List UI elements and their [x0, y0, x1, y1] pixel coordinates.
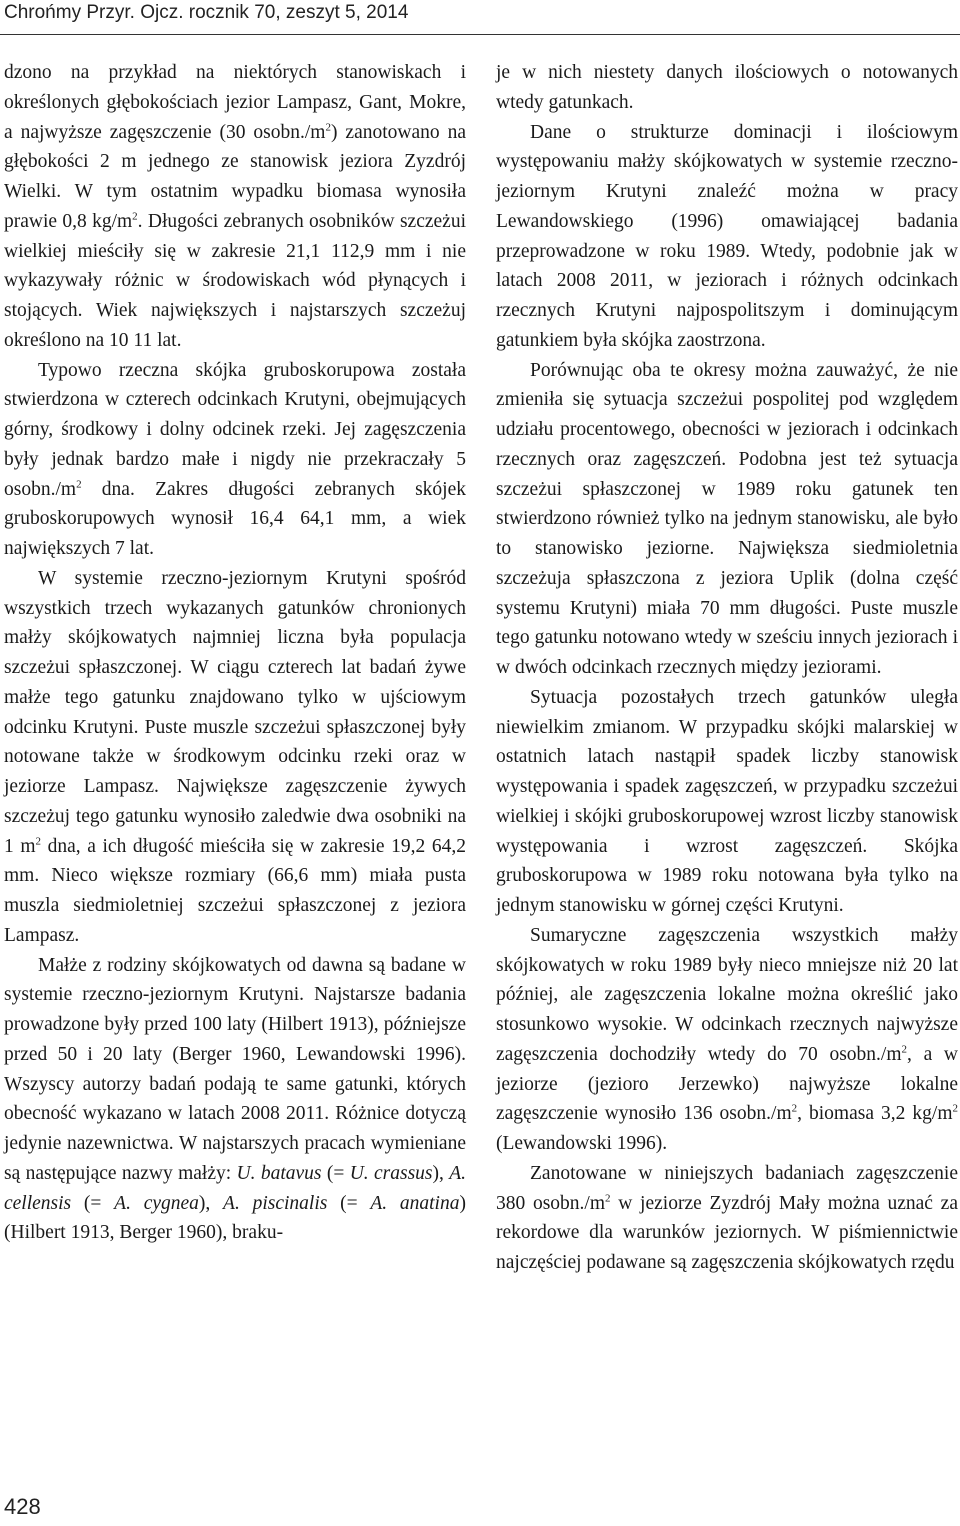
paragraph: Sytuacja pozostałych trzech gatunków uległa niewielkim zmianom. W przypadku skójki malarskiej w ostatnich latach nastąpił spadek liczby stanowisk występowania i spadek zagęszczeń, w przypadku szczeżui wielkiej i skójki gruboskorupowej wzrost liczby stanowisk występowania i wzrost zagęszczeń. Skójka gruboskorupowa w 1989 roku notowana była tylko na jednym stanowisku w górnej części Krutyni. [496, 686, 958, 916]
paragraph: je w nich niestety danych ilościowych o notowanych wtedy gatunkach. [496, 62, 958, 113]
running-header: Chrońmy Przyr. Ojcz. rocznik 70, zeszyt 5, 2014 [4, 2, 409, 23]
paragraph: Sumaryczne zagęszczenia wszystkich małży skójkowatych w roku 1989 były nieco mniejsze niż 20 lat później, ale zagęszczenia lokalne można określić jako stosunkowo wysokie. W odcinkach rzecznych najwyższe zagęszczenia dochodziły wtedy do 70 $osobn./m^2$, a w jeziorze (jezioro Jerzewko) najwyższe lokalne zagęszczenie wynosiło 136 $osobn./m^2$, biomasa 3,2 $kg/m^2$ (Lewandowski 1996). [496, 924, 958, 1154]
paragraph: Małże z rodziny skójkowatych od dawna są badane w systemie rzeczno-jeziornym Krutyni. Najstarsze badania prowadzone były przed 100 laty (Hilbert 1913), późniejsze przed 50 i 20 laty (Berger 1960, Lewandowski 1996). Wszyscy autorzy badań podają te same gatunki, których obecność wykazano w latach 2008 2011. Różnice dotyczą jedynie nazewnictwa. W najstarszych pracach wymieniane są następujące nazwy małży: U. batavus (= U. crassus), A. cellensis (= A. cygnea), A. piscinalis (= A. anatina) (Hilbert 1913, Berger 1960), braku- [4, 954, 467, 1244]
header-divider [0, 34, 960, 35]
page-number: 428 [4, 1494, 41, 1519]
paragraph: Zanotowane w niniejszych badaniach zagęszczenie 380 $osobn./m^2$ w jeziorze Zyzdrój Mały można uznać za rekordowe dla warunków jeziornych. W piśmiennictwie najczęściej podawane są zagęszczenia skójkowatych rzędu [496, 1162, 958, 1273]
paragraph: dzono na przykład na niektórych stanowiskach i określonych głębokościach jezior Lampasz, Gant, Mokre, a najwyższe zagęszczenie (30 $osobn./m^2$) zanotowano na głębokości 2 m jednego ze stanowisk jeziora Zyzdrój Wielki. W tym ostatnim wypadku biomasa wynosiła prawie 0,8 $kg/m^2$. Długości zebranych osobników szczeżui wielkiej mieściły się w zakresie 21,1 112,9 mm i nie wykazywały różnic w środowiskach wód płynących i stojących. Wiek największych i najstarszych szczeżuj określono na 10 11 lat. [4, 62, 466, 351]
left-column [4, 58, 466, 1248]
right-column [496, 58, 958, 1278]
paragraph: W systemie rzeczno-jeziornym Krutyni spośród wszystkich trzech wykazanych gatunków chronionych małży skójkowatych najmniej liczna była populacja szczeżui spłaszczonej. W ciągu czterech lat badań żywe małże tego gatunku znajdowano tylko w ujściowym odcinku Krutyni. Puste muszle szczeżui spłaszczonej były notowane także w środkowym odcinku rzeki oraz w jeziorze Lampasz. Największe zagęszczenie żywych szczeżuj tego gatunku wynosiło zaledwie dwa osobniki na 1 $m^2$ dna, a ich długość mieściła się w zakresie 19,2 64,2 mm. Nieco większe rozmiary (66,6 mm) miała pusta muszla siedmioletniej szczeżui spłaszczonej z jeziora Lampasz. [4, 567, 466, 946]
paragraph: Dane o strukturze dominacji i ilościowym występowaniu małży skójkowatych w systemie rzeczno-jeziornym Krutyni znaleźć można w pracy Lewandowskiego (1996) omawiającej badania przeprowadzone w roku 1989. Wtedy, podobnie jak w latach 2008 2011, w jeziorach i różnych odcinkach rzecznych Krutyni najpospolitszym i dominującym gatunkiem była skójka zaostrzona. [496, 121, 958, 351]
paragraph: Typowo rzeczna skójka gruboskorupowa została stwierdzona w czterech odcinkach Krutyni, obejmujących górny, środkowy i dolny odcinek rzeki. Jej zagęszczenia były jednak bardzo małe i nigdy nie przekraczały 5 $osobn./m^2$ dna. Zakres długości zebranych skójek gruboskorupowych wynosił 16,4 64,1 mm, a wiek największych 7 lat. [4, 359, 466, 559]
paragraph: Porównując oba te okresy można zauważyć, że nie zmieniła się sytuacja szczeżui pospolitej pod względem udziału procentowego, obecności w jeziorach i odcinkach rzecznych oraz zagęszczeń. Podobna jest też sytuacja szczeżui spłaszczonej w 1989 roku gatunek ten stwierdzono również tylko na jednym stanowisku, ale było to stanowisko jeziorne. Największa siedmioletnia szczeżuja spłaszczona z jeziora Uplik (dolna część systemu Krutyni) miała 70 mm długości. Puste muszle tego gatunku notowano wtedy w sześciu innych jeziorach i w dwóch odcinkach rzecznych między jeziorami. [496, 359, 958, 678]
